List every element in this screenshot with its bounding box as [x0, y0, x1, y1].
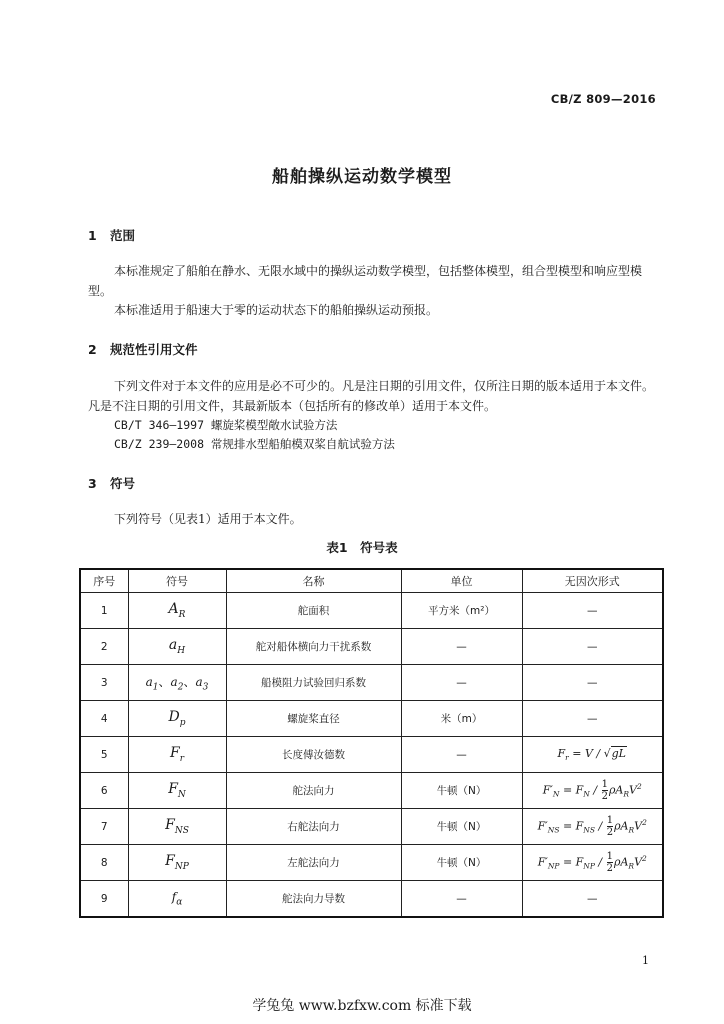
row-no: 3: [80, 665, 128, 701]
table-row: [80, 737, 663, 773]
row-symbol: $a_H$: [128, 629, 226, 665]
table-row: [80, 809, 663, 845]
row-name: 左舵法向力: [226, 845, 401, 881]
row-dimless: —: [522, 593, 663, 629]
section-1-para-1: 本标准规定了船舶在静水、无限水域中的操纵运动数学模型，包括整体模型，组合型模型和响应型模型。: [88, 264, 643, 298]
row-name: 舵法向力导数: [226, 881, 401, 918]
row-no: 2: [80, 629, 128, 665]
row-dimless: —: [522, 665, 663, 701]
row-unit: 牛顿（N）: [401, 773, 522, 809]
row-unit: —: [401, 665, 522, 701]
symbol-table: [79, 568, 664, 918]
row-no: 8: [80, 845, 128, 881]
row-symbol: $a_1$、$a_2$、$a_3$: [128, 665, 226, 701]
row-no: 1: [80, 593, 128, 629]
row-no: 5: [80, 737, 128, 773]
header-name: 名称: [226, 569, 401, 593]
section-title: 规范性引用文件: [110, 342, 198, 357]
row-symbol: $f_\alpha$: [128, 881, 226, 918]
row-unit: —: [401, 737, 522, 773]
document-title: 船舶操纵运动数学模型: [272, 167, 452, 187]
section-title: 符号: [110, 476, 136, 491]
reference-1: CB/T 346—1997 螺旋桨模型敞水试验方法: [114, 418, 338, 432]
table-row: [80, 773, 663, 809]
header-no: 序号: [80, 569, 128, 593]
row-formula: $F_r = V / √gL$: [522, 737, 663, 773]
row-unit: —: [401, 629, 522, 665]
row-unit: 米（m）: [401, 701, 522, 737]
table-row: [80, 881, 663, 918]
standard-number: CB/Z 809—2016: [550, 92, 656, 106]
row-unit: —: [401, 881, 522, 918]
section-3-para-1: 下列符号（见表1）适用于本文件。: [114, 512, 302, 526]
row-formula: $F'_N = F_N$ / $\frac{1}{2}$ $\rho A_RV^2$: [522, 773, 663, 809]
row-name: 船模阻力试验回归系数: [226, 665, 401, 701]
row-name: 舵对船体横向力干扰系数: [226, 629, 401, 665]
row-name: 螺旋桨直径: [226, 701, 401, 737]
row-unit: 牛顿（N）: [401, 845, 522, 881]
row-symbol: $F_{NS}$: [128, 809, 226, 845]
header-symbol: 符号: [128, 569, 226, 593]
table-row: [80, 593, 663, 629]
section-2-heading: [88, 340, 198, 358]
table-row: [80, 701, 663, 737]
row-name: 右舵法向力: [226, 809, 401, 845]
section-number: 2: [88, 342, 97, 357]
row-unit: 平方米（m²）: [401, 593, 522, 629]
row-unit: 牛顿（N）: [401, 809, 522, 845]
header-dimless: 无因次形式: [522, 569, 663, 593]
row-formula: $F'_{NS} = F_{NS}$ / $\frac{1}{2}$ $\rho A_RV^2$: [522, 809, 663, 845]
row-symbol: $D_p$: [128, 701, 226, 737]
row-symbol: $F_N$: [128, 773, 226, 809]
row-no: 9: [80, 881, 128, 918]
row-dimless: —: [522, 881, 663, 918]
table-caption: 表1 符号表: [326, 540, 398, 555]
reference-2: CB/Z 239—2008 常规排水型船舶模双桨自航试验方法: [114, 437, 395, 451]
section-1-heading: [88, 226, 135, 244]
row-symbol: $F_{NP}$: [128, 845, 226, 881]
section-number: 3: [88, 476, 97, 491]
section-3-heading: [88, 474, 135, 492]
section-number: 1: [88, 228, 97, 243]
row-name: 舵法向力: [226, 773, 401, 809]
page-number: 1: [642, 954, 649, 967]
row-formula: $F'_{NP} = F_{NP}$ / $\frac{1}{2}$ $\rho A_RV^2$: [522, 845, 663, 881]
table-row: [80, 845, 663, 881]
row-symbol: $A_R$: [128, 593, 226, 629]
section-title: 范围: [110, 228, 136, 243]
row-no: 6: [80, 773, 128, 809]
table-header-row: [80, 569, 663, 593]
row-name: 舵面积: [226, 593, 401, 629]
section-2-para-1: 下列文件对于本文件的应用是必不可少的。凡是注日期的引用文件，仅所注日期的版本适用于本文件。凡是不注日期的引用文件，其最新版本（包括所有的修改单）适用于本文件。: [88, 379, 655, 413]
table-row: [80, 629, 663, 665]
footer-watermark: 学兔兔 www.bzfxw.com 标准下载: [252, 998, 472, 1014]
row-name: 长度傅汝德数: [226, 737, 401, 773]
row-dimless: —: [522, 629, 663, 665]
row-symbol: $F_r$: [128, 737, 226, 773]
row-no: 4: [80, 701, 128, 737]
section-1-para-2: 本标准适用于船速大于零的运动状态下的船舶操纵运动预报。: [114, 303, 439, 317]
table-row: [80, 665, 663, 701]
row-dimless: —: [522, 701, 663, 737]
header-unit: 单位: [401, 569, 522, 593]
row-no: 7: [80, 809, 128, 845]
